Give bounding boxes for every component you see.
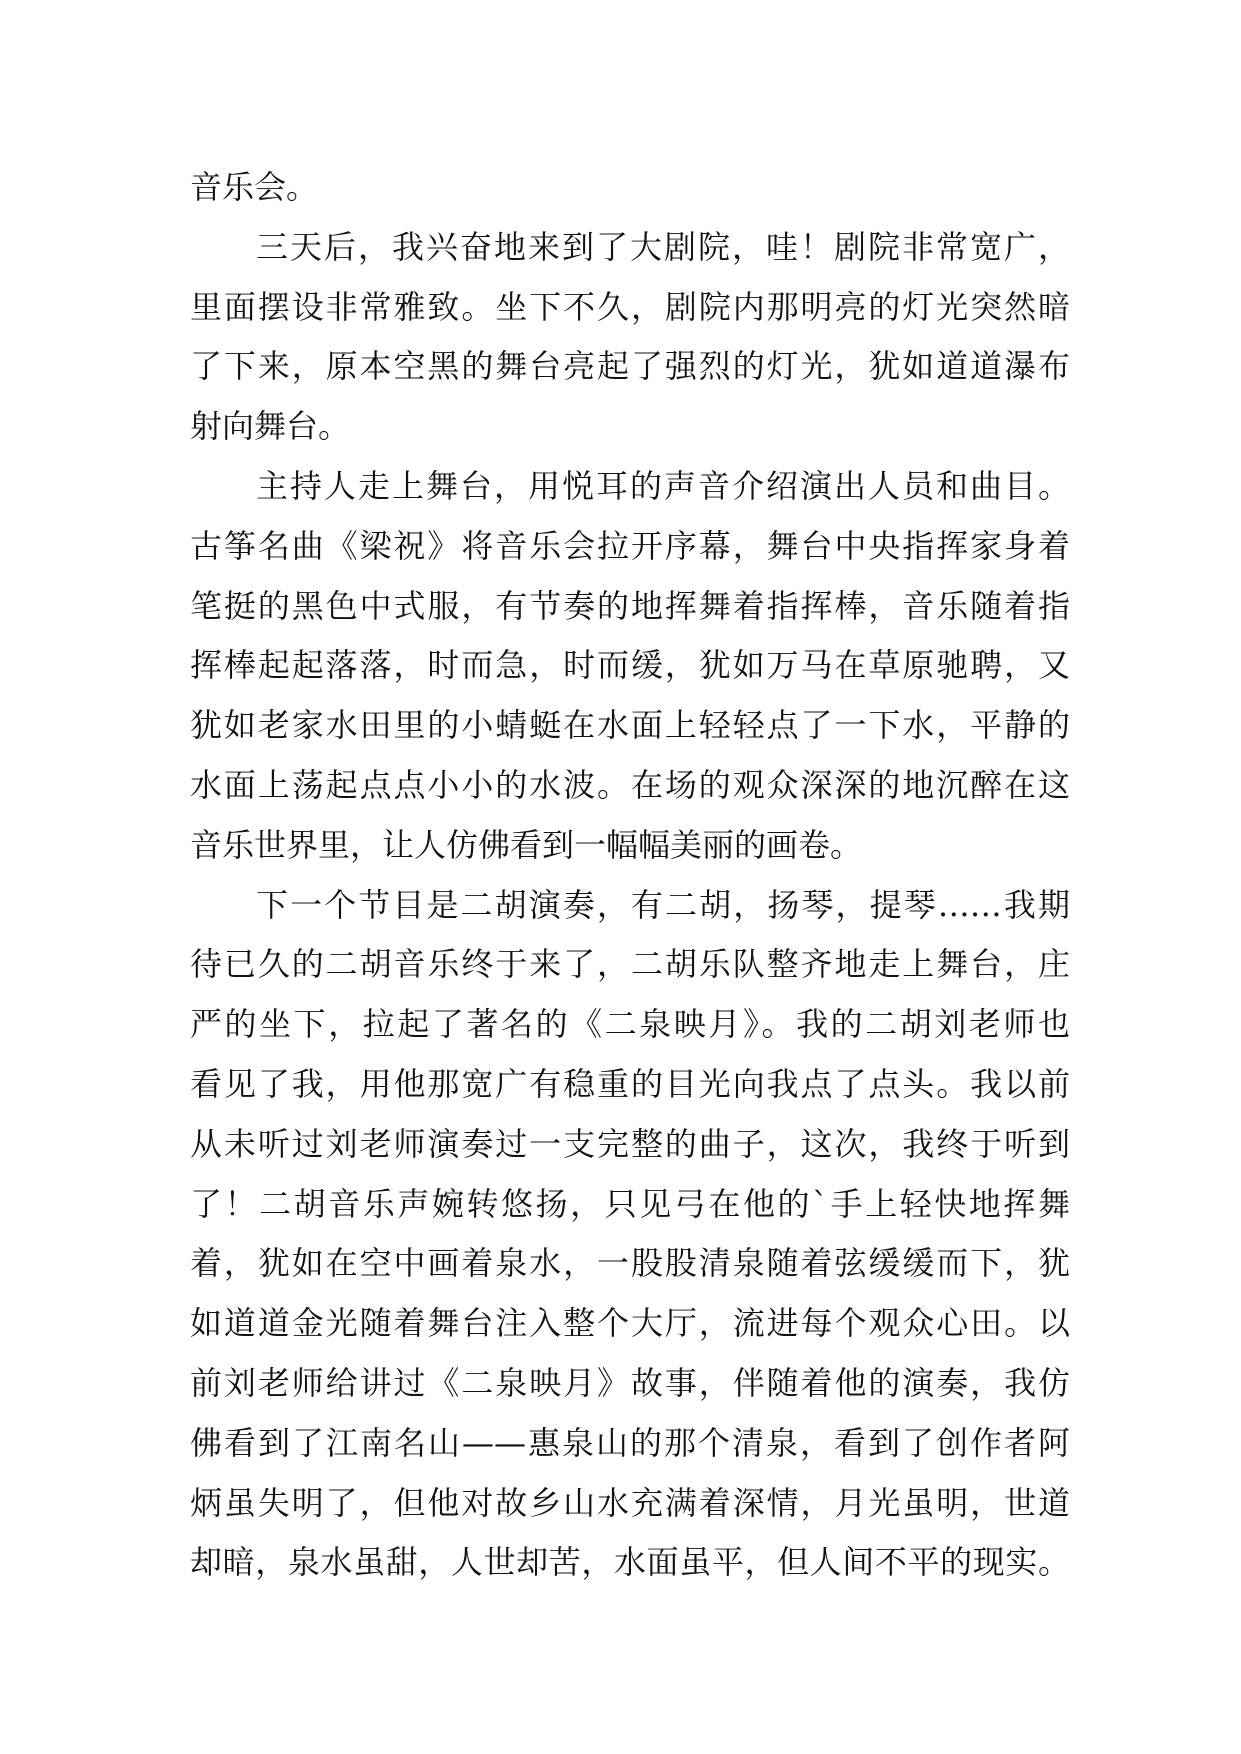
text-line: 看见了我，用他那宽广有稳重的目光向我点了点头。我以前 (190, 1064, 1070, 1103)
text-line: 主持人走上舞台，用悦耳的声音介绍演出人员和曲目。 (256, 466, 1070, 505)
text-line: 了！二胡音乐声婉转悠扬，只见弓在他的`手上轻快地挥舞 (190, 1184, 1070, 1223)
text-line: 佛看到了江南名山——惠泉山的那个清泉，看到了创作者阿 (190, 1423, 1070, 1462)
text-line: 古筝名曲《梁祝》将音乐会拉开序幕，舞台中央指挥家身着 (190, 526, 1070, 565)
text-line: 笔挺的黑色中式服，有节奏的地挥舞着指挥棒，音乐随着指 (190, 586, 1070, 625)
text-line: 前刘老师给讲过《二泉映月》故事，伴随着他的演奏，我仿 (190, 1363, 1070, 1402)
text-line: 了下来，原本空黑的舞台亮起了强烈的灯光，犹如道道瀑布 (190, 347, 1070, 386)
text-line: 从未听过刘老师演奏过一支完整的曲子，这次，我终于听到 (190, 1124, 1070, 1163)
text-line: 着，犹如在空中画着泉水，一股股清泉随着弦缓缓而下，犹 (190, 1244, 1070, 1283)
essay-text (190, 158, 1070, 1593)
text-line: 却暗，泉水虽甜，人世却苦，水面虽平，但人间不平的现实。 (190, 1543, 1070, 1582)
text-line: 犹如老家水田里的小蜻蜓在水面上轻轻点了一下水，平静的 (190, 706, 1070, 745)
text-line: 炳虽失明了，但他对故乡山水充满着深情，月光虽明，世道 (190, 1483, 1070, 1522)
text-line: 待已久的二胡音乐终于来了，二胡乐队整齐地走上舞台，庄 (190, 945, 1070, 984)
text-line: 挥棒起起落落，时而急，时而缓，犹如万马在草原驰聘，又 (190, 646, 1070, 685)
text-line: 如道道金光随着舞台注入整个大厅，流进每个观众心田。以 (190, 1304, 1070, 1343)
text-line: 三天后，我兴奋地来到了大剧院，哇！剧院非常宽广， (256, 227, 1070, 266)
text-line: 里面摆设非常雅致。坐下不久，剧院内那明亮的灯光突然暗 (190, 287, 1070, 326)
text-line: 下一个节目是二胡演奏，有二胡，扬琴，提琴……我期 (256, 885, 1070, 924)
text-line: 严的坐下，拉起了著名的《二泉映月》。我的二胡刘老师也 (190, 1005, 1070, 1044)
text-line: 音乐会。 (190, 168, 319, 206)
text-line: 音乐世界里，让人仿佛看到一幅幅美丽的画卷。 (190, 825, 863, 864)
text-line: 水面上荡起点点小小的水波。在场的观众深深的地沉醉在这 (190, 765, 1070, 804)
text-line: 射向舞台。 (190, 407, 351, 446)
